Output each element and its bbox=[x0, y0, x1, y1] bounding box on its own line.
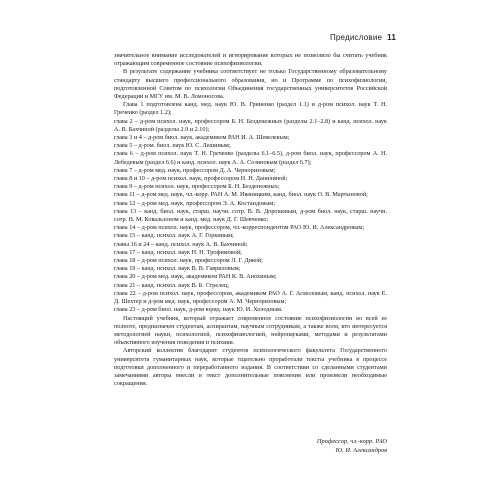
authors-item: глава 12 – д-ром мед. наук, профессором Э. А. Костандовым; bbox=[114, 199, 275, 207]
authors-item: глава 2 – д-ром психол. наук, профессором Б. Н. Безденежных (разделы 2.1–2.8) и канд. психол. наук А. В. Бахчиной (разделы 2.9 и 2.10); bbox=[114, 117, 387, 133]
authors-item: глава 8 и 10 – д-ром психол. наук, профессором Н. Н. Данилиной; bbox=[114, 175, 288, 183]
authors-item: глава 13 – канд. биол. наук, старш. научн. сотр. В. В. Дорошевым, д-ром биол. наук, старш. научн. сотр. В. М. Ковальзоном и канд. мед. наук Д. Г. Шевченко; bbox=[114, 207, 387, 224]
authors-item: глава 20 – д-ром мед. наук, академиком РАН К. В. Анохиным; bbox=[114, 273, 277, 281]
paragraph-acknowledgements: Авторский коллектив благодарит студентов психологического факультета Государственного университета гуманитарных наук, которые тщательно проработали тексты учебника в процессе подготовки дополненного и переработанного издания. В соответствии со сделанными студентами замечаниями авторы внесли в текст дополнительные пояснения или произвели необходимые сокращения. bbox=[114, 347, 387, 388]
authors-item: глава 21 – канд. психол. наук В. Б. Стрелец; bbox=[114, 281, 229, 289]
section-title: Предисловие bbox=[329, 33, 383, 42]
authors-item: глава 15 – канд. психол. наук А. Г. Горкиным; bbox=[114, 232, 234, 240]
authors-item: глава 6 – д-ром психол. наук Т. Н. Греченко (разделы 6.1–6.5), д-ром биол. наук, профессором А. Н. Лебедевым (раздел 6.6) и канд. психол. наук А. А. Созиновым (раздел 6.7); bbox=[114, 150, 387, 166]
authors-item: глава 3 и 4 – д-ром биол. наук, академиком РАН И. А. Шевелевым; bbox=[114, 134, 290, 142]
paragraph-intro: значительное внимание исследователей и игнорирование которых не позволило бы считать учебник отражающим современное состояние психофизиологии. bbox=[114, 52, 387, 68]
paragraph-standards: В результате содержание учебника соответствует не только Государственному образовательному стандарту высшего профессионального образования, но и Программе по психофизиологии, подготовленной Советом по психологии Объединения государственных университетов Российской Федерации и МГУ им. М. В. Ломоносова. bbox=[114, 68, 387, 101]
signature-title: Профессор, чл.-корр. РАО bbox=[316, 438, 387, 445]
signature bbox=[317, 437, 387, 455]
authors-item: глава 14 – д-ром психол. наук, профессором, чл.-корреспондентом РАО Ю. И. Александровым; bbox=[114, 224, 365, 232]
paragraph-audience: Настоящий учебник, который отражает современное состояние психофизиологии во всей ее полноте, предназначен студентам, аспирантам, научным сотрудникам, а также всем, кто интересуется методологией науки, психологией, психофизиологией, нейронауками, методами и результатами объективного изучения поведения и психики. bbox=[114, 314, 387, 347]
authors-item: глава 23 – д-ром биол. наук, д-ром юрид. наук Ю. И. Холодным. bbox=[114, 306, 283, 314]
running-head bbox=[330, 33, 396, 42]
authors-item: главы 16 и 24 – канд. психол. наук А. В. Бахчиной; bbox=[114, 240, 248, 248]
authors-item: глава 22 – д-ром психол. наук, профессором, академиком РАО А. Г. Асмоловым, канд. психол. наук Е. Д. Шехтер и д-ром мед. наук, профессором А. М. Черноризовым; bbox=[114, 289, 387, 306]
authors-item: глава 17 – канд. психол. наук Н. Н. Трофимовой; bbox=[114, 248, 242, 256]
body-text bbox=[114, 52, 387, 388]
signature-name: Ю. И. Александров bbox=[335, 447, 387, 454]
authors-item: глава 11 – д-ром мед. наук, чл.-корр. РАН А. М. Иваницким, канд. биол. наук О. В. Мартыновой; bbox=[114, 191, 368, 199]
authors-item: глава 5 – д-ром. биол. наук Ю. С. Лешиным; bbox=[114, 142, 231, 150]
authors-item: глава 7 – д-ром мед. наук, профессором Д. А. Черноризовым; bbox=[114, 166, 276, 174]
authors-item: глава 18 – д-ром психол. наук, профессором Л. Г. Дикой; bbox=[114, 257, 263, 265]
authors-item: глава 19 – канд. психол. наук В. В. Гавриловым; bbox=[114, 265, 241, 273]
authors-list bbox=[114, 101, 387, 314]
authors-item: Глава 1 подготовлена канд. мед. наук Ю. В. Гриненко (раздел 1.1) и д-ром психол. наук Т. Н. Греченко (раздел 1.2); bbox=[114, 101, 387, 117]
authors-item: глава 9 – д-ром психол. наук, профессором Б. Н. Безденежных; bbox=[114, 183, 280, 191]
page-number: 11 bbox=[387, 33, 396, 42]
